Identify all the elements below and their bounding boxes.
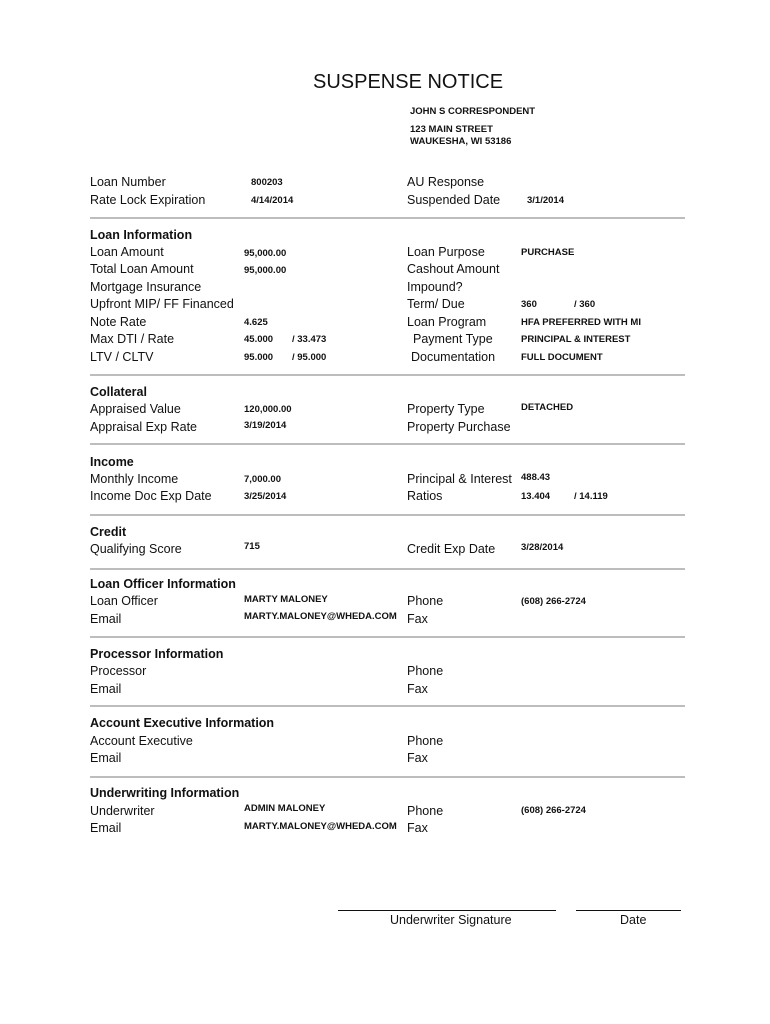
address-line1: 123 MAIN STREET <box>410 124 493 135</box>
cltv-value: / 95.000 <box>292 352 327 363</box>
credit-exp-value: 3/28/2014 <box>521 542 564 553</box>
underwriter-signature-label: Underwriter Signature <box>390 913 512 927</box>
monthly-income-value: 7,000.00 <box>244 474 281 485</box>
account-executive-label: Account Executive <box>90 734 193 748</box>
total-loan-amount-label: Total Loan Amount <box>90 262 194 276</box>
loan-officer-heading: Loan Officer Information <box>90 577 236 591</box>
divider <box>90 705 685 707</box>
processor-email-label: Email <box>90 682 122 696</box>
appraisal-exp-value: 3/19/2014 <box>244 420 287 431</box>
credit-heading: Credit <box>90 525 127 539</box>
correspondent-name: JOHN S CORRESPONDENT <box>410 106 536 117</box>
underwriter-signature-line <box>338 910 556 911</box>
underwriter-fax-label: Fax <box>407 821 428 835</box>
term-due-label: Term/ Due <box>407 297 465 311</box>
collateral-heading: Collateral <box>90 385 147 399</box>
divider <box>90 443 685 445</box>
income-heading: Income <box>90 455 134 469</box>
appraised-value-value: 120,000.00 <box>244 404 292 415</box>
loan-officer-email-value: MARTY.MALONEY@WHEDA.COM <box>244 611 397 622</box>
account-executive-heading: Account Executive Information <box>90 716 275 730</box>
qualifying-score-label: Qualifying Score <box>90 542 182 556</box>
processor-heading: Processor Information <box>90 647 224 661</box>
date-label: Date <box>620 913 647 927</box>
ratios-label: Ratios <box>407 489 443 503</box>
rate-lock-label: Rate Lock Expiration <box>90 193 206 207</box>
ratio-back-value: / 14.119 <box>574 491 608 502</box>
max-dti-label: Max DTI / Rate <box>90 332 175 346</box>
divider <box>90 217 685 219</box>
loan-officer-value: MARTY MALONEY <box>244 594 328 605</box>
divider <box>90 776 685 778</box>
address-line2: WAUKESHA, WI 53186 <box>410 136 512 147</box>
impound-label: Impound? <box>407 280 463 294</box>
underwriter-phone-label: Phone <box>407 804 444 818</box>
underwriter-value: ADMIN MALONEY <box>244 803 326 814</box>
loan-information-heading: Loan Information <box>90 228 193 242</box>
appraised-value-label: Appraised Value <box>90 402 181 416</box>
loan-program-label: Loan Program <box>407 315 487 329</box>
payment-type-value: PRINCIPAL & INTEREST <box>521 334 631 345</box>
underwriter-label: Underwriter <box>90 804 155 818</box>
loan-amount-value: 95,000.00 <box>244 248 287 259</box>
max-dti-rate-value: / 33.473 <box>292 334 327 345</box>
processor-fax-label: Fax <box>407 682 428 696</box>
loan-amount-label: Loan Amount <box>90 245 164 259</box>
processor-label: Processor <box>90 664 147 678</box>
principal-interest-label: Principal & Interest <box>407 472 512 486</box>
underwriter-email-label: Email <box>90 821 122 835</box>
suspended-date-label: Suspended Date <box>407 193 501 207</box>
divider <box>90 374 685 376</box>
loan-officer-label: Loan Officer <box>90 594 158 608</box>
loan-number-label: Loan Number <box>90 175 166 189</box>
divider <box>90 514 685 516</box>
underwriter-phone-value: (608) 266-2724 <box>521 805 586 816</box>
due-value: / 360 <box>574 299 596 310</box>
credit-exp-label: Credit Exp Date <box>407 542 496 556</box>
principal-interest-value: 488.43 <box>521 472 551 483</box>
loan-officer-phone-value: (608) 266-2724 <box>521 596 586 607</box>
page-title: SUSPENSE NOTICE <box>313 71 504 93</box>
account-executive-fax-label: Fax <box>407 751 428 765</box>
ltv-label: LTV / CLTV <box>90 350 154 364</box>
rate-lock-value: 4/14/2014 <box>251 195 294 206</box>
ratio-front-value: 13.404 <box>521 491 551 502</box>
loan-purpose-value: PURCHASE <box>521 247 575 258</box>
account-executive-email-label: Email <box>90 751 122 765</box>
appraisal-exp-label: Appraisal Exp Rate <box>90 420 198 434</box>
mortgage-insurance-label: Mortgage Insurance <box>90 280 202 294</box>
note-rate-value: 4.625 <box>244 317 268 328</box>
account-executive-phone-label: Phone <box>407 734 444 748</box>
underwriter-email-value: MARTY.MALONEY@WHEDA.COM <box>244 821 397 832</box>
income-doc-exp-value: 3/25/2014 <box>244 491 287 502</box>
loan-officer-phone-label: Phone <box>407 594 444 608</box>
underwriting-heading: Underwriting Information <box>90 786 240 800</box>
total-loan-amount-value: 95,000.00 <box>244 265 287 276</box>
loan-officer-email-label: Email <box>90 612 122 626</box>
suspended-date-value: 3/1/2014 <box>527 195 564 206</box>
loan-number-value: 800203 <box>251 177 283 188</box>
qualifying-score-value: 715 <box>244 541 260 552</box>
au-response-label: AU Response <box>407 175 485 189</box>
property-purchase-label: Property Purchase <box>407 420 511 434</box>
payment-type-label: Payment Type <box>413 332 493 346</box>
loan-officer-fax-label: Fax <box>407 612 428 626</box>
processor-phone-label: Phone <box>407 664 444 678</box>
note-rate-label: Note Rate <box>90 315 147 329</box>
monthly-income-label: Monthly Income <box>90 472 179 486</box>
upfront-mip-label: Upfront MIP/ FF Financed <box>90 297 234 311</box>
income-doc-exp-label: Income Doc Exp Date <box>90 489 212 503</box>
property-type-value: DETACHED <box>521 402 574 413</box>
loan-purpose-label: Loan Purpose <box>407 245 485 259</box>
cashout-label: Cashout Amount <box>407 262 500 276</box>
term-value: 360 <box>521 299 537 310</box>
date-line <box>576 910 681 911</box>
documentation-label: Documentation <box>411 350 496 364</box>
documentation-value: FULL DOCUMENT <box>521 352 603 363</box>
max-dti-value: 45.000 <box>244 334 274 345</box>
property-type-label: Property Type <box>407 402 485 416</box>
loan-program-value: HFA PREFERRED WITH MI <box>521 317 641 328</box>
divider <box>90 568 685 570</box>
divider <box>90 636 685 638</box>
ltv-value: 95.000 <box>244 352 274 363</box>
